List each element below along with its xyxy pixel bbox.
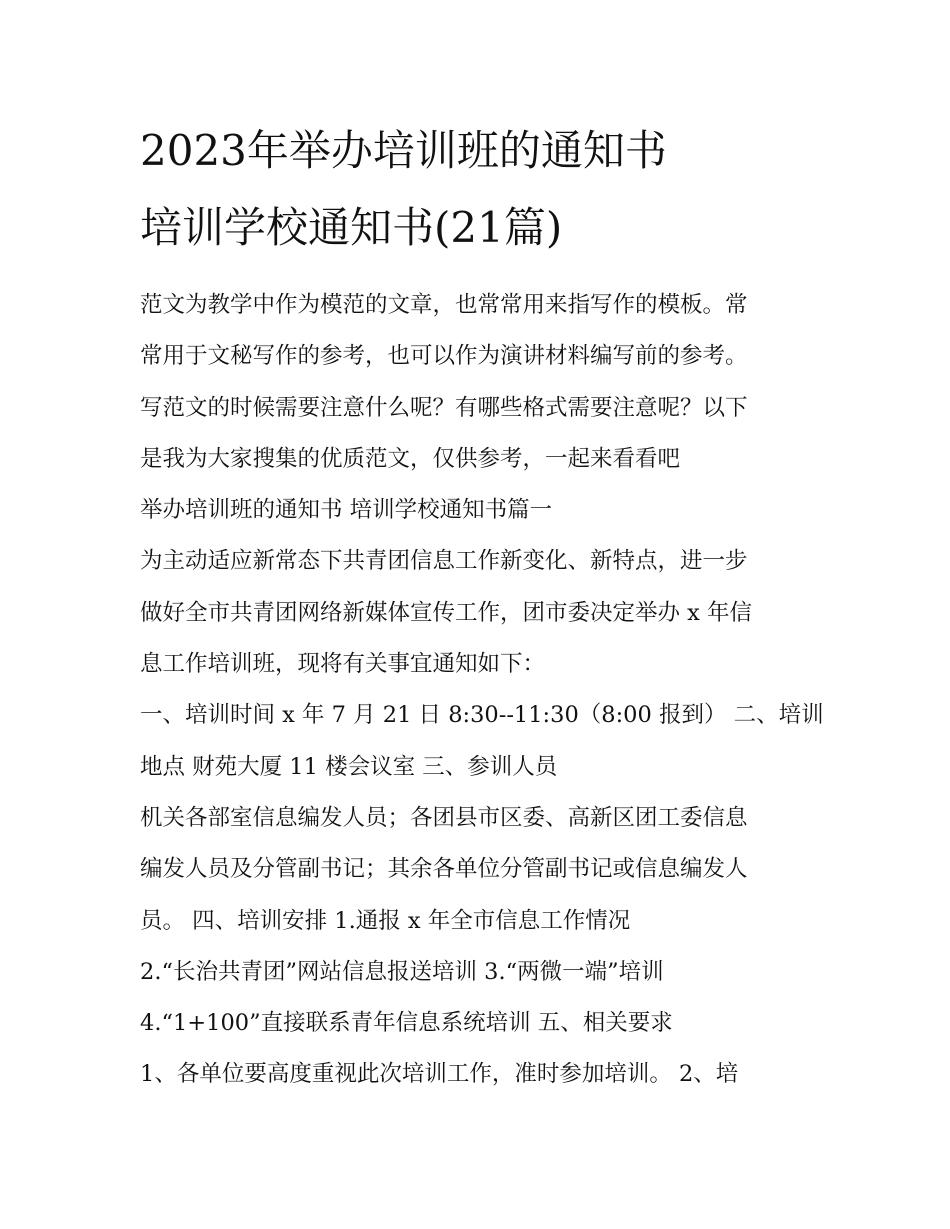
body-line-2: 常用于文秘写作的参考，也可以作为演讲材料编写前的参考。 — [140, 343, 748, 370]
body-line-10: 地点 财苑大厦 11 楼会议室 三、参训人员 — [140, 753, 558, 780]
body-line-3: 写范文的时候需要注意什么呢？有哪些格式需要注意呢？以下 — [140, 394, 748, 421]
body-line-1: 范文为教学中作为模范的文章，也常常用来指写作的模板。常 — [140, 292, 748, 318]
body-line-9: 一、培训时间 x 年 7 月 21 日 8:30--11:30（8:00 报到） 二、培训 — [140, 702, 824, 729]
body-line-6: 为主动适应新常态下共青团信息工作新变化、新特点，进一步 — [140, 548, 748, 575]
body-line-4: 是我为大家搜集的优质范文，仅供参考，一起来看看吧 — [140, 445, 681, 472]
section-heading-1: 举办培训班的通知书 培训学校通知书篇一 — [140, 497, 553, 524]
title-line-2: 培训学校通知书(21篇) — [140, 203, 563, 252]
body-line-11: 机关各部室信息编发人员；各团县市区委、高新区团工委信息 — [140, 804, 748, 831]
body-line-15: 4.“1+100”直接联系青年信息系统培训 五、相关要求 — [140, 1010, 673, 1037]
body-line-7: 做好全市共青团网络新媒体宣传工作，团市委决定举办 x 年信 — [140, 599, 752, 626]
body-line-12: 编发人员及分管副书记；其余各单位分管副书记或信息编发人 — [140, 856, 748, 883]
body-line-16: 1、各单位要高度重视此次培训工作，准时参加培训。 2、培 — [140, 1061, 739, 1088]
title-line-1: 2023年举办培训班的通知书 — [140, 126, 667, 175]
body-line-13: 员。 四、培训安排 1.通报 x 年全市信息工作情况 — [140, 907, 631, 934]
document-body — [140, 280, 824, 1101]
body-line-8: 息工作培训班，现将有关事宜通知如下： — [140, 651, 546, 678]
body-line-14: 2.“长治共青团”网站信息报送培训 3.“两微一端”培训 — [140, 958, 664, 985]
document-title — [140, 112, 860, 266]
